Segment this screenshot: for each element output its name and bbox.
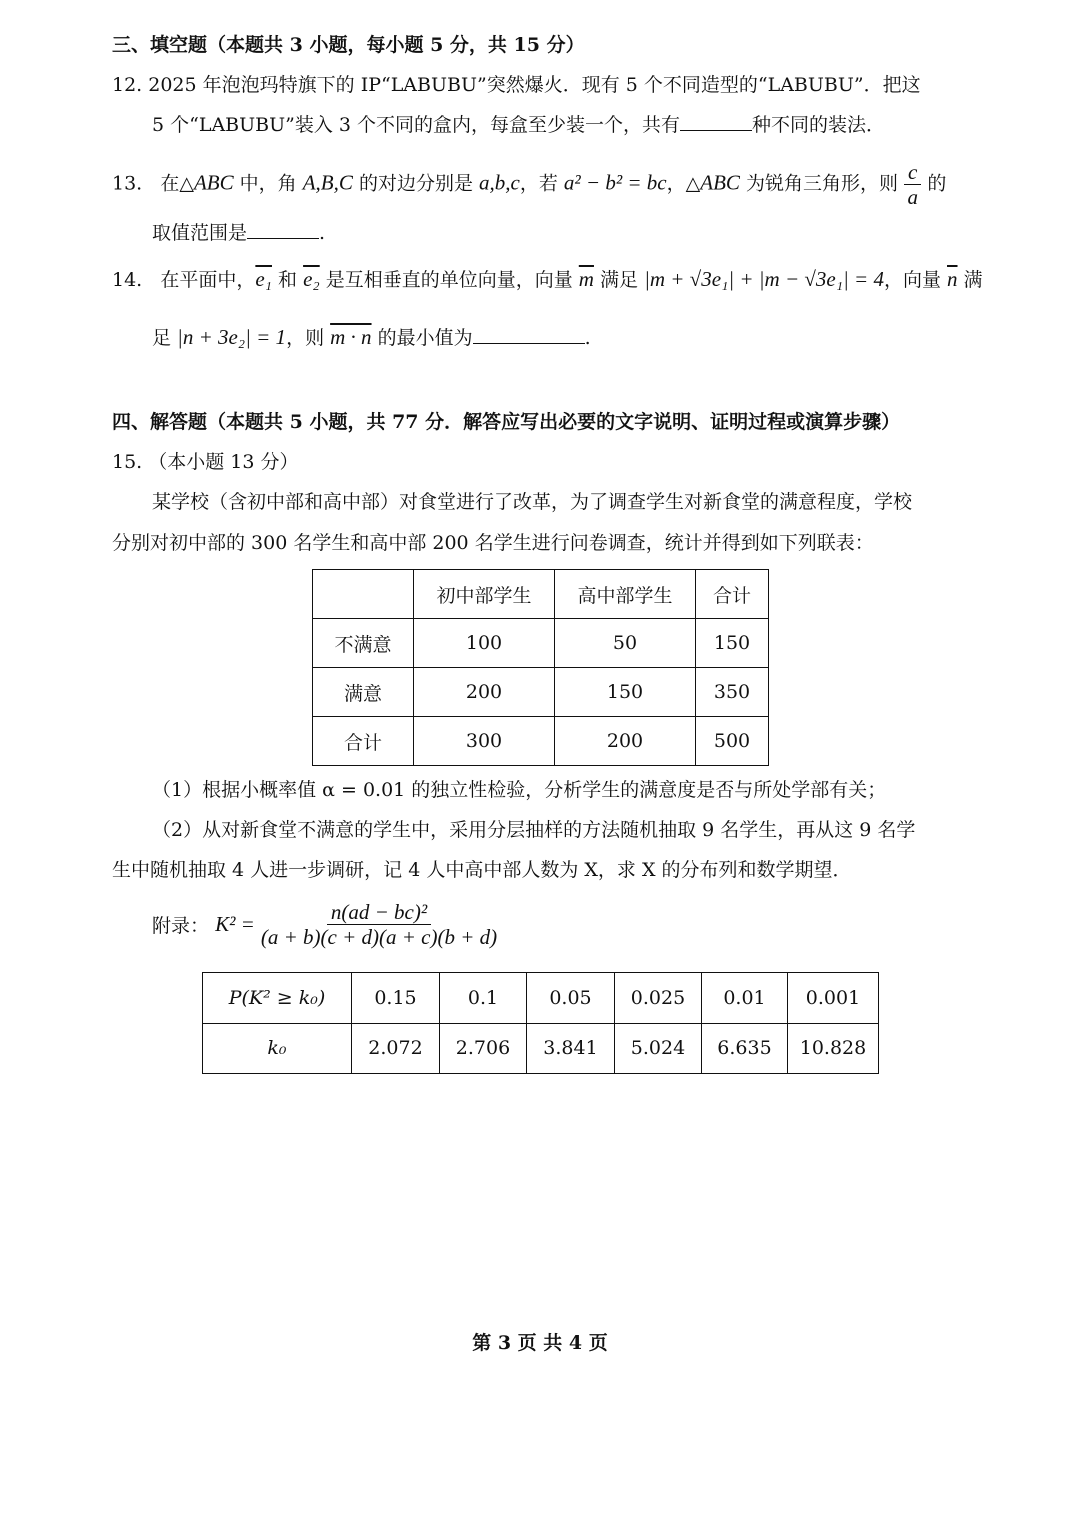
t: . [584,327,591,349]
answer-blank [473,325,585,344]
cell: 3.841 [527,1023,615,1074]
cell: 0.025 [615,973,702,1024]
table-row [203,1023,879,1074]
contingency-table [312,569,769,766]
row-label: P(K² ≥ k₀) [203,973,352,1024]
vector-m: $\overline{m}$ [578,267,594,291]
cell: 6.635 [702,1023,788,1074]
cell: 500 [696,717,769,766]
condition: |m + √3e₁| + |m − √3e₁| = 4 [644,267,884,291]
t: 在平面中， [160,269,256,291]
cell: 350 [696,668,769,717]
header-cell: 合计 [696,570,769,619]
q15-head: 15. （本小题 13 分） [112,451,299,473]
t: ，△ [666,172,701,195]
q13-line1 [112,160,946,209]
fraction-c-over-a [904,160,921,209]
t: ，向量 [883,269,948,291]
header-cell [313,570,414,619]
q12-line2 [152,112,885,138]
cell: 不满意 [313,619,414,668]
t: 的 [921,172,947,195]
appendix-formula [152,900,497,949]
t: ，若 [519,172,564,195]
cell: 0.1 [440,973,527,1024]
vector-n: $\overline{n}$ [947,267,958,291]
section-4-title: 四、解答题（本题共 5 小题，共 77 分．解答应写出必要的文字说明、证明过程或演算步骤） [112,411,901,433]
cell: 2.706 [440,1023,527,1074]
t: A,B,C [302,170,353,195]
table-row [313,717,769,766]
t: ，则 [286,327,331,349]
q13-line2 [152,220,325,246]
denominator: (a + b)(c + d)(a + c)(b + d) [260,925,498,949]
cell: 0.001 [788,973,879,1024]
header-cell: 初中部学生 [414,570,555,619]
q12-line1: 12. 2025 年泡泡玛特旗下的 IP“LABUBU”突然爆火．现有 5 个不同造型的“LABUBU”．把这 [112,74,921,96]
table-row [203,973,879,1024]
denominator: a [907,185,918,209]
vector-e1: e₁ [255,267,272,291]
t: 中，角 [233,172,303,195]
answer-blank [680,112,752,131]
q15-para1: 某学校（含初中部和高中部）对食堂进行了改革，为了调查学生对新食堂的满意程度，学校 [152,491,913,513]
cell: 50 [555,619,696,668]
answer-blank [247,220,319,239]
cell: 满意 [313,668,414,717]
t: ABC [700,170,740,195]
q12-text-end: 种不同的装法． [752,114,886,136]
table-row [313,668,769,717]
t: 在△ [160,172,194,195]
cell: 合计 [313,717,414,766]
cell: 150 [696,619,769,668]
t: 满足 [593,269,645,291]
q12-text: 5 个“LABUBU”装入 3 个不同的盒内，每盒至少装一个，共有 [152,114,681,136]
dot-product: m · n [330,325,372,349]
cell: 5.024 [615,1023,702,1074]
cell: 200 [555,717,696,766]
row-label: k₀ [203,1023,352,1074]
q15-part1: （1）根据小概率值 α = 0.01 的独立性检验，分析学生的满意度是否与所处学部有关； [152,779,887,801]
header-cell: 高中部学生 [555,570,696,619]
t: ABC [193,170,234,195]
t: 的对边分别是 [352,172,479,195]
formula-fraction [261,900,497,949]
t: 和 [271,269,304,291]
t: . [319,222,326,244]
numerator: n(ad − bc)² [327,900,431,925]
q14-num: 14. [112,269,143,291]
cell: 150 [555,668,696,717]
t: 满 [957,269,983,291]
cell: 2.072 [352,1023,440,1074]
section-3-title: 三、填空题（本题共 3 小题，每小题 5 分，共 15 分） [112,34,585,56]
t: 取值范围是 [152,222,248,244]
cell: 0.05 [527,973,615,1024]
q13-num: 13. [112,172,143,195]
appendix-label: 附录： [152,915,210,937]
cell: 0.01 [702,973,788,1024]
vector-e2: e₂ [303,267,320,291]
t: 是互相垂直的单位向量，向量 [319,269,579,291]
condition: |n + 3e₂| = 1 [177,325,287,349]
cell: 100 [414,619,555,668]
t: 为锐角三角形，则 [739,172,905,195]
table-row [313,619,769,668]
cell: 0.15 [352,973,440,1024]
page-footer: 第 3 页 共 4 页 [472,1332,608,1354]
t: 的最小值为 [371,327,473,349]
q15-para2: 分别对初中部的 300 名学生和高中部 200 名学生进行问卷调查，统计并得到如下列联表： [112,532,874,554]
condition: a² − b² = bc [563,170,667,195]
cell: 300 [414,717,555,766]
q15-part2-line2: 生中随机抽取 4 人进一步调研，记 4 人中高中部人数为 X，求 X 的分布列和数学期望． [112,859,852,881]
t: a,b,c [479,170,520,195]
numerator: c [904,160,921,185]
q14-line1 [112,266,983,293]
q14-line2 [152,324,591,351]
cell: 200 [414,668,555,717]
critical-value-table [202,972,879,1074]
formula-lhs: K² = [215,912,255,936]
cell: 10.828 [788,1023,879,1074]
t: 足 [152,327,178,349]
q15-part2-line1: （2）从对新食堂不满意的学生中，采用分层抽样的方法随机抽取 9 名学生，再从这 9 名学 [152,819,916,841]
